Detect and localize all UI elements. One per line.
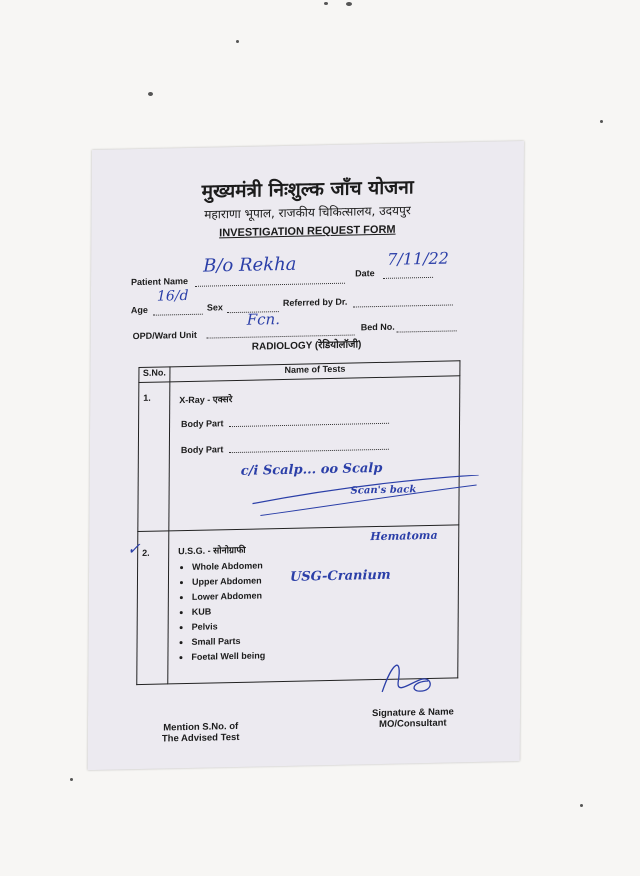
signature-line-1: Signature & Name — [371, 706, 454, 720]
body-part-label-2: Body Part — [180, 444, 224, 456]
signature-block — [372, 706, 454, 730]
unit-handwritten: Fcn. — [246, 310, 281, 329]
row-sno-1: 1. — [138, 382, 170, 532]
date-handwritten: 7/11/22 — [387, 248, 449, 269]
investigation-form-paper — [88, 141, 524, 770]
usg-test-list — [191, 560, 266, 667]
bed-no-line — [397, 330, 457, 332]
body-part-label-1: Body Part — [181, 418, 224, 430]
usg-option: • Lower Abdomen — [192, 590, 266, 602]
row-sno-2: 2. — [137, 531, 169, 685]
patient-name-line — [195, 283, 345, 287]
radiology-heading: RADIOLOGY (रेडियोलॉजी) — [251, 339, 362, 353]
sex-label: Sex — [206, 302, 223, 313]
xray-handwritten-note-2: Scan's back — [350, 484, 417, 497]
usg-label: U.S.G. - सोनोग्राफी — [178, 544, 246, 557]
body-part-line-2 — [229, 449, 389, 453]
age-handwritten: 16/d — [156, 287, 189, 305]
usg-option: • Upper Abdomen — [192, 575, 266, 587]
tick-mark-handwritten: ✓ — [127, 538, 141, 559]
handwritten-strike-lines — [250, 475, 480, 520]
date-label: Date — [355, 268, 375, 279]
scan-speck — [346, 2, 352, 6]
patient-name-label: Patient Name — [131, 275, 189, 288]
signature-scribble — [372, 651, 442, 702]
usg-option: • Pelvis — [192, 620, 266, 632]
usg-option: • Small Parts — [192, 635, 266, 647]
age-label: Age — [130, 304, 148, 316]
body-part-line-1 — [229, 423, 389, 427]
usg-handwritten-note: USG-Cranium — [289, 567, 391, 585]
referred-by-line — [353, 304, 453, 307]
usg-option: • Whole Abdomen — [192, 560, 266, 572]
mention-line-2: The Advised Test — [161, 731, 240, 745]
patient-name-handwritten: B/o Rekha — [203, 253, 297, 277]
radiology-tests-table — [136, 360, 460, 685]
xray-cell — [169, 376, 460, 531]
opd-ward-label: OPD/Ward Unit — [132, 329, 197, 342]
scan-speck — [148, 92, 153, 96]
tests-column-header: Name of Tests — [170, 361, 460, 382]
scan-speck — [600, 120, 603, 123]
scan-speck — [70, 778, 73, 781]
signature-line-2: MO/Consultant — [379, 717, 447, 731]
form-title-hindi: मुख्यमंत्री निःशुल्क जाँच योजना — [201, 176, 414, 203]
mention-sno-note — [162, 721, 240, 745]
age-line — [153, 314, 203, 316]
referred-by-label: Referred by Dr. — [282, 296, 348, 309]
usg-option: • KUB — [192, 605, 266, 617]
scan-speck — [324, 2, 328, 5]
bed-no-label: Bed No. — [360, 321, 395, 333]
xray-handwritten-note: c/i Scalp... oo Scalp — [240, 460, 383, 479]
xray-label: X-Ray - एक्सरे — [179, 394, 233, 406]
sno-column-header: S.No. — [139, 367, 170, 383]
usg-option: • Foetal Well being — [191, 650, 265, 662]
scan-speck — [236, 40, 239, 43]
form-heading: INVESTIGATION REQUEST FORM — [219, 223, 396, 240]
scan-speck — [580, 804, 583, 807]
mention-line-1: Mention S.No. of — [163, 720, 239, 734]
table-row — [138, 376, 460, 532]
hospital-subtitle: महाराणा भूपाल, राजकीय चिकित्सालय, उदयपुर — [204, 203, 411, 222]
hematoma-handwritten: Hematoma — [370, 528, 438, 544]
date-line — [383, 277, 433, 279]
